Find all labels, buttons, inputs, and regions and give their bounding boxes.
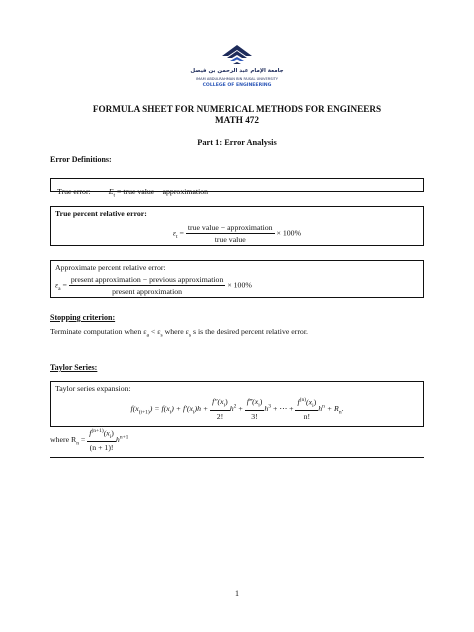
true-percent-heading: True percent relative error: <box>55 209 147 218</box>
course-code: MATH 472 <box>215 115 259 125</box>
true-percent-error-box <box>50 206 424 246</box>
taylor-remainder: where $R_n$ = $\frac{f^{(n+1)}(x_i)}{(n + 1)!}$ $h^{n+1}$ <box>50 428 129 453</box>
error-definitions-heading: Error Definitions: <box>50 155 112 164</box>
true-error-label: True error: <box>57 187 91 196</box>
taylor-series-heading: Taylor Series: <box>50 363 98 372</box>
approx-percent-label: Approximate percent relative error: <box>55 263 166 272</box>
approx-percent-denominator: present approximation <box>112 287 183 296</box>
approx-percent-error-box <box>50 260 424 298</box>
true-percent-formula: $\varepsilon_t$ = $\frac{\text{true value − approximation}}{\text{true value}}$ × 100% <box>172 223 302 244</box>
stopping-criterion-text: Terminate computation when $\varepsilon_a < \varepsilon_s$ where $\varepsilon_s$ s is the desired percent relative error. <box>50 327 308 339</box>
university-name-english: IMAM ABDULRAHMAN BIN FAISAL UNIVERSITY <box>196 77 278 81</box>
taylor-series-formula: $f(x_{(i+1)}) = f(x_i) + f'(x_i)h$ + $\frac{f''(x_i)}{2!}$ $h^2$ + $\frac{f‴(x_i)}{3!}$ $h^3$ + ⋯ + $\frac{f^{(n)}(x_i)}{n!}$ $h^n + R_n$. <box>130 397 344 422</box>
page-number: 1 <box>235 589 239 598</box>
college-name: COLLEGE OF ENGINEERING <box>202 83 272 88</box>
taylor-series-box <box>50 381 424 427</box>
approx-percent-numerator: present approximation − previous approximation <box>70 275 224 284</box>
stopping-criterion-heading: Stopping criterion: <box>50 313 116 322</box>
approx-percent-formula: $\varepsilon_a$ = $\frac{\text{present approximation − previous approximation}}{\text{present approximation}}$ × 100% <box>55 275 252 296</box>
part-heading: Part 1: Error Analysis <box>197 138 277 147</box>
true-error-formula: $E_t$ = true value − approximation <box>108 187 209 199</box>
university-name-arabic: جامعة الإمام عبد الرحمن بن فيصل <box>190 68 284 74</box>
section-divider <box>50 457 424 458</box>
true-percent-denominator: true value <box>214 235 246 244</box>
true-percent-numerator: true value − approximation <box>187 223 273 232</box>
true-error-box <box>50 178 424 199</box>
taylor-series-label: Taylor series expansion: <box>55 384 131 393</box>
document-title: FORMULA SHEET FOR NUMERICAL METHODS FOR ENGINEERS <box>92 104 382 114</box>
